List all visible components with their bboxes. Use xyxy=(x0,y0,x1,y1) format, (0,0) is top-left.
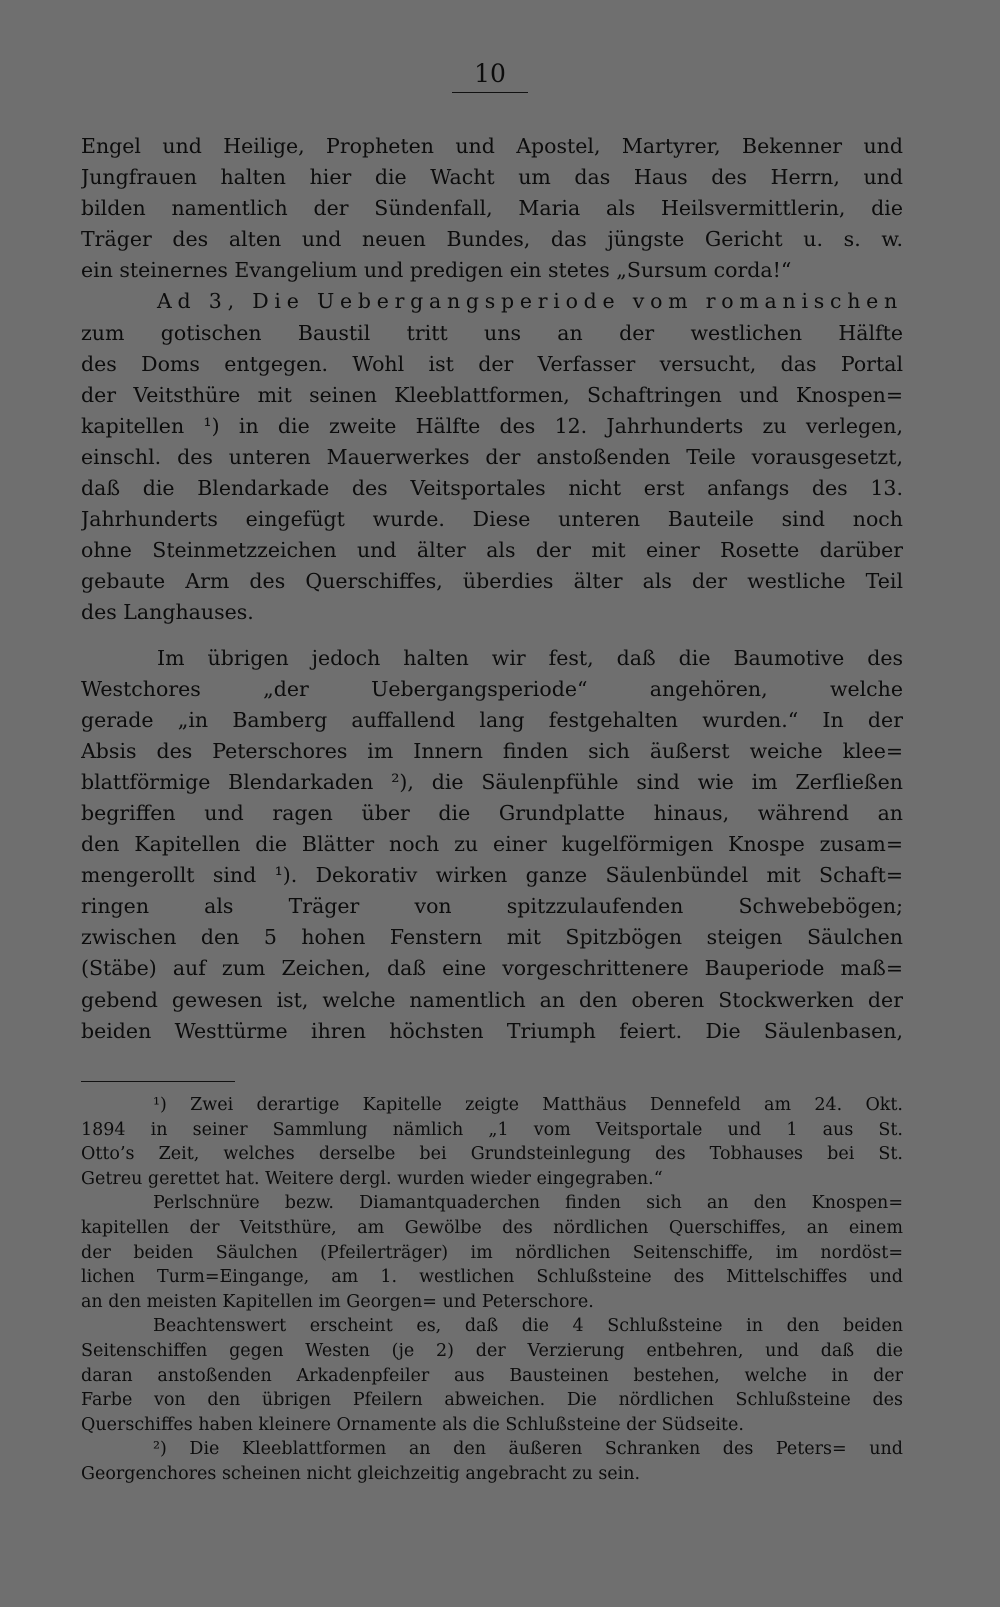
footnote-line: ¹) Zwei derartige Kapitelle zeigte Matthäus Dennefeld am 24. Okt. xyxy=(153,1095,903,1115)
footnote-line: Beachtenswert erscheint es, daß die 4 Schlußsteine in den beiden xyxy=(153,1316,903,1337)
body-line: Absis des Peterschores im Innern finden sich äußerst weiche klee= xyxy=(81,738,903,763)
body-line: mengerollt sind ¹). Dekorativ wirken ganze Säulenbündel mit Schaft= xyxy=(81,863,903,888)
body-line: gerade „in Bamberg auffallend lang festgehalten wurden.“ In der xyxy=(81,707,903,732)
footnote-line: der beiden Säulchen (Pfeilerträger) im nördlichen Seitenschiffe, im nordöst= xyxy=(81,1242,903,1263)
footnote-line: daran anstoßenden Arkadenpfeiler aus Bausteinen bestehen, welche in der xyxy=(81,1365,903,1386)
footnotes xyxy=(81,1093,903,1487)
footnote-line: 1894 in seiner Sammlung nämlich „1 vom Veitsportale und 1 aus St. xyxy=(81,1119,903,1140)
body-line: daß die Blendarkade des Veitsportales nicht erst anfangs des 13. xyxy=(81,476,903,501)
footnote-line: an den meisten Kapitellen im Georgen= und Peterschore. xyxy=(81,1291,594,1312)
body-line: blattförmige Blendarkaden ²), die Säulenpfühle sind wie im Zerfließen xyxy=(81,769,903,794)
body-line: Jahrhunderts eingefügt wurde. Diese unteren Bauteile sind noch xyxy=(81,507,903,532)
footnote-line: Querschiffes haben kleinere Ornamente als die Schlußsteine der Südseite. xyxy=(81,1414,744,1435)
footnote-line: ²) Die Kleeblattformen an den äußeren Schranken des Peters= und xyxy=(153,1439,903,1460)
footnote-line: kapitellen der Veitsthüre, am Gewölbe des nördlichen Querschiffes, an einem xyxy=(81,1217,903,1238)
body-line: Jungfrauen halten hier die Wacht um das Haus des Herrn, und xyxy=(81,165,903,190)
body-line: kapitellen ¹) in die zweite Hälfte des 12. Jahrhunderts zu verlegen, xyxy=(81,413,903,438)
body-line: bilden namentlich der Sündenfall, Maria als Heilsvermittlerin, die xyxy=(81,196,903,221)
footnote-line: Farbe von den übrigen Pfeilern abweichen. Die nördlichen Schlußsteine des xyxy=(81,1390,903,1411)
page-number: 10 xyxy=(452,58,528,93)
body-line: Träger des alten und neuen Bundes, das jüngste Gericht u. s. w. xyxy=(81,227,903,252)
body-line: einschl. des unteren Mauerwerkes der anstoßenden Teile vorausgesetzt, xyxy=(81,444,903,469)
body-line: den Kapitellen die Blätter noch zu einer kugelförmigen Knospe zusam= xyxy=(81,832,903,857)
body-line: gebaute Arm des Querschiffes, überdies älter als der westliche Teil xyxy=(81,569,903,594)
body-line: des Langhauses. xyxy=(81,600,254,625)
body-line: des Doms entgegen. Wohl ist der Verfasser versucht, das Portal xyxy=(81,351,903,376)
body-line: ohne Steinmetzzeichen und älter als der mit einer Rosette darüber xyxy=(81,538,903,563)
body-line: der Veitsthüre mit seinen Kleeblattformen, Schaftringen und Knospen= xyxy=(81,382,903,407)
body-line: Ad 3, Die Uebergangsperiode vom romanischen xyxy=(157,289,903,314)
body-line: begriffen und ragen über die Grundplatte hinaus, während an xyxy=(81,800,903,825)
body-line: zwischen den 5 hohen Fenstern mit Spitzbögen steigen Säulchen xyxy=(81,925,903,950)
body-line: (Stäbe) auf zum Zeichen, daß eine vorgeschrittenere Bauperiode maß= xyxy=(81,956,903,981)
body-line: zum gotischen Baustil tritt uns an der westlichen Hälfte xyxy=(81,320,903,345)
main-text xyxy=(81,131,903,1047)
footnote-line: Otto’s Zeit, welches derselbe bei Grundsteinlegung des Tobhauses bei St. xyxy=(81,1144,903,1165)
body-line: gebend gewesen ist, welche namentlich an den oberen Stockwerken der xyxy=(81,987,903,1012)
body-line: ringen als Träger von spitzzulaufenden Schwebebögen; xyxy=(81,894,903,919)
body-line: Westchores „der Uebergangsperiode“ angehören, welche xyxy=(81,676,903,701)
footnote-line: Getreu gerettet hat. Weitere dergl. wurden wieder eingegraben.“ xyxy=(81,1168,663,1189)
footnote-line: Seitenschiffen gegen Westen (je 2) der Verzierung entbehren, und daß die xyxy=(81,1340,903,1361)
body-line: Engel und Heilige, Propheten und Apostel, Martyrer, Bekenner und xyxy=(81,134,903,158)
footnote-line: Perlschnüre bezw. Diamantquaderchen finden sich an den Knospen= xyxy=(153,1193,903,1214)
body-line: ein steinernes Evangelium und predigen ein stetes „Sursum corda!“ xyxy=(81,258,792,283)
footnote-line: lichen Turm=Eingange, am 1. westlichen Schlußsteine des Mittelschiffes und xyxy=(81,1267,903,1288)
body-line: Im übrigen jedoch halten wir fest, daß die Baumotive des xyxy=(157,645,903,670)
body-line: beiden Westtürme ihren höchsten Triumph feiert. Die Säulenbasen, xyxy=(81,1018,903,1043)
footnote-line: Georgenchores scheinen nicht gleichzeitig angebracht zu sein. xyxy=(81,1463,641,1484)
footnote-divider xyxy=(81,1081,235,1082)
